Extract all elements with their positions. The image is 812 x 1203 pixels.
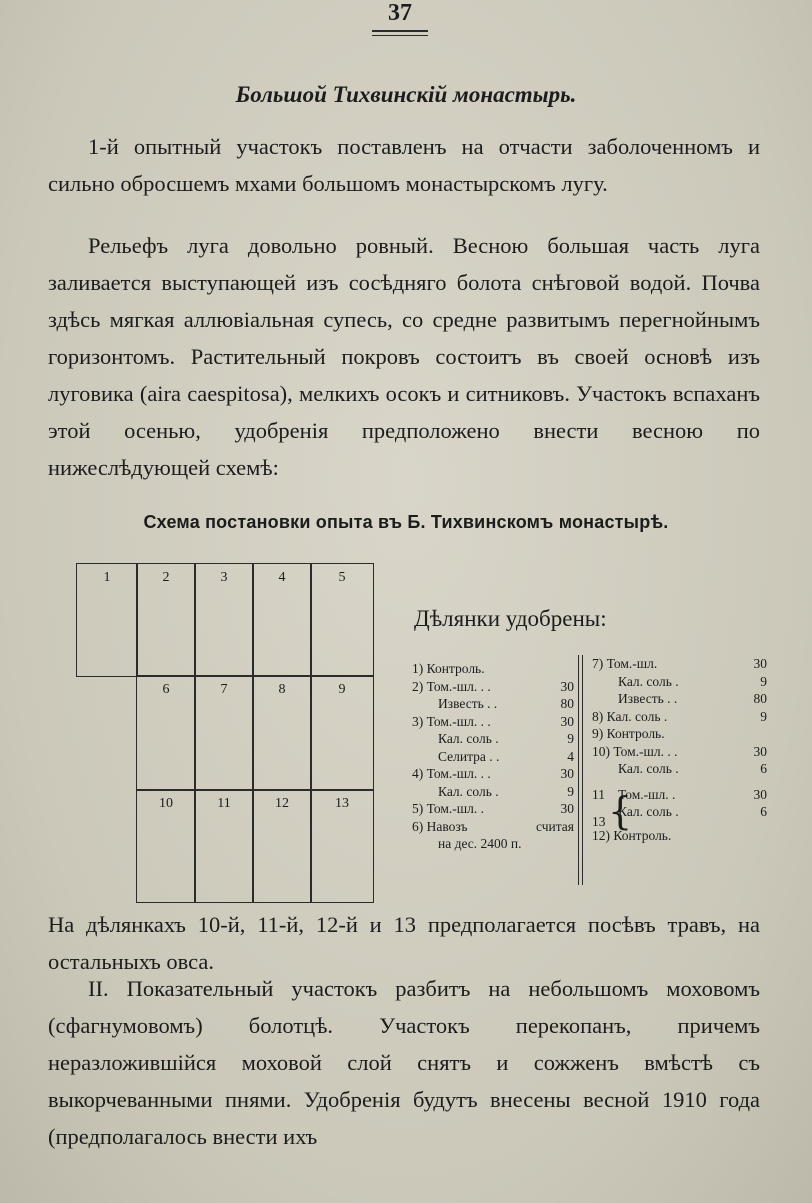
legend-value: 9 — [760, 673, 767, 689]
legend-value: 30 — [753, 656, 767, 671]
plot-cell — [194, 789, 254, 903]
legend-label: Кал. соль . — [438, 783, 499, 799]
plot-number: 3 — [220, 570, 228, 585]
plot-cell — [252, 675, 312, 791]
schema-title: Схема постановки опыта въ Б. Тихвинскомъ монастырѣ. — [143, 512, 669, 532]
legend-value: 30 — [560, 678, 574, 694]
legend-value: 30 — [560, 766, 574, 781]
plot-cell — [76, 563, 138, 677]
paragraph-2: Рельефъ луга довольно ровный. Весною большая часть луга заливается выступающей изъ сосѣдняго болота снѣговой водой. Почва здѣсь мягкая аллювіальная супесь, со средне развитымъ перегнойнымъ горизонтомъ. Растительный покровъ состоитъ въ своей основѣ изъ луговика (aira caespitosa), мелкихъ осокъ и ситниковъ. Участокъ вспаханъ этой осенью, удобренія предположено внести весною по нижеслѣдующей схемѣ: — [48, 233, 760, 480]
legend-label: Кал. соль . — [618, 673, 679, 689]
legend-entry — [592, 708, 767, 726]
legend-entry — [412, 818, 574, 836]
legend-label: 10) Том.-шл. . . — [592, 743, 678, 759]
plot-cell — [310, 789, 374, 903]
legend-divider — [578, 655, 579, 885]
legend-value: 9 — [567, 731, 574, 746]
plot-number: 1 — [103, 570, 111, 585]
legend-entry — [412, 748, 574, 766]
legend-entry — [592, 760, 767, 778]
legend-value: 30 — [560, 713, 574, 729]
plot-cell — [136, 789, 196, 903]
legend-entry — [412, 660, 574, 678]
legend-label: 8) Кал. соль . — [592, 708, 668, 724]
paragraph-4: II. Показательный участокъ разбитъ на небольшомъ моховомъ (сфагнумовомъ) болотцѣ. Участокъ перекопанъ, причемъ неразложившійся моховой слой снятъ и сожженъ вмѣстѣ съ выкорчеванными пнями. Удобренія будутъ внесены весной 1910 года (предполагалось внести ихъ — [48, 976, 760, 1149]
legend-label: Кал. соль . — [618, 804, 679, 819]
legend-entry — [412, 835, 574, 853]
legend-label: на дес. 2400 п. — [438, 836, 522, 851]
plot-cell — [252, 789, 312, 903]
legend-label: 4) Том.-шл. . . — [412, 766, 491, 781]
legend-label: Том.-шл. . — [618, 786, 676, 802]
legend-entry — [412, 678, 574, 696]
legend-heading: Дѣлянки удобрены: — [414, 606, 607, 631]
legend-entry — [412, 730, 574, 748]
legend-label: 7) Том.-шл. — [592, 656, 658, 671]
legend-value: 80 — [560, 696, 574, 711]
legend-label: 3) Том.-шл. . . — [412, 713, 491, 729]
legend-entry — [592, 673, 767, 691]
legend-label: 5) Том.-шл. . — [412, 801, 485, 816]
legend-spacer — [592, 778, 767, 786]
plot-cell — [136, 563, 196, 677]
page-number-rule — [372, 30, 428, 32]
legend-label: Известь . . — [438, 696, 498, 711]
legend-entry — [592, 690, 767, 708]
plot-cell — [136, 675, 196, 791]
legend-label: 11 — [592, 786, 605, 802]
legend-entry — [412, 695, 574, 713]
legend-value: 6 — [760, 804, 767, 819]
legend-entry — [592, 655, 767, 673]
legend-label: 13 — [592, 813, 606, 829]
legend-divider — [582, 655, 583, 885]
plot-cell — [310, 563, 374, 677]
legend-value: 9 — [760, 708, 767, 724]
plot-number: 4 — [278, 570, 286, 585]
legend-value: 9 — [567, 783, 574, 799]
plot-number: 7 — [220, 682, 228, 697]
plot-number: 10 — [159, 796, 173, 811]
plot-cell — [310, 675, 374, 791]
legend-entry — [412, 800, 574, 818]
page-number-rule — [372, 35, 428, 36]
plot-number: 13 — [335, 796, 349, 811]
legend-entry — [412, 713, 574, 731]
legend-value: 80 — [753, 691, 767, 706]
legend-value: 4 — [567, 748, 574, 764]
legend-label: 9) Контроль. — [592, 726, 665, 741]
legend-value: 6 — [760, 761, 767, 776]
plot-number: 5 — [338, 570, 346, 585]
legend-entry — [592, 725, 767, 743]
section-heading: Большой Тихвинскій монастырь. — [235, 82, 577, 107]
plot-number: 9 — [338, 682, 346, 697]
legend-label: 2) Том.-шл. . . — [412, 678, 491, 694]
plot-number: 6 — [162, 682, 170, 697]
legend-entry — [592, 743, 767, 761]
legend-value: считая — [535, 818, 574, 834]
plot-number: 12 — [275, 796, 289, 811]
plot-cell — [194, 563, 254, 677]
legend-entry — [412, 765, 574, 783]
paragraph-1: 1-й опытный участокъ поставленъ на отчасти заболоченномъ и сильно обросшемъ мхами большомъ монастырскомъ лугу. — [48, 134, 760, 196]
legend-value: 30 — [753, 743, 767, 759]
plot-cell — [194, 675, 254, 791]
plot-number: 2 — [162, 570, 170, 585]
legend-value: 30 — [560, 801, 574, 816]
legend-label: Кал. соль . — [618, 761, 679, 776]
legend-left-column — [412, 660, 574, 853]
page-number: 37 — [388, 0, 412, 26]
legend-label: 6) Навозъ — [412, 818, 468, 834]
plot-number: 8 — [278, 682, 286, 697]
paragraph-3: На дѣлянкахъ 10-й, 11-й, 12-й и 13 предполагается посѣвъ травъ, на остальныхъ овса. — [48, 912, 760, 974]
plot-cell — [252, 563, 312, 677]
legend-label: 1) Контроль. — [412, 661, 485, 676]
brace-symbol: { — [608, 789, 633, 833]
legend-label: Известь . . — [618, 691, 678, 706]
plot-number: 11 — [217, 796, 231, 811]
legend-value: 30 — [753, 786, 767, 802]
legend-label: Кал. соль . — [438, 731, 499, 746]
legend-label: 12) Контроль. — [592, 827, 672, 843]
legend-label: Селитра . . — [438, 748, 500, 764]
legend-entry — [412, 783, 574, 801]
